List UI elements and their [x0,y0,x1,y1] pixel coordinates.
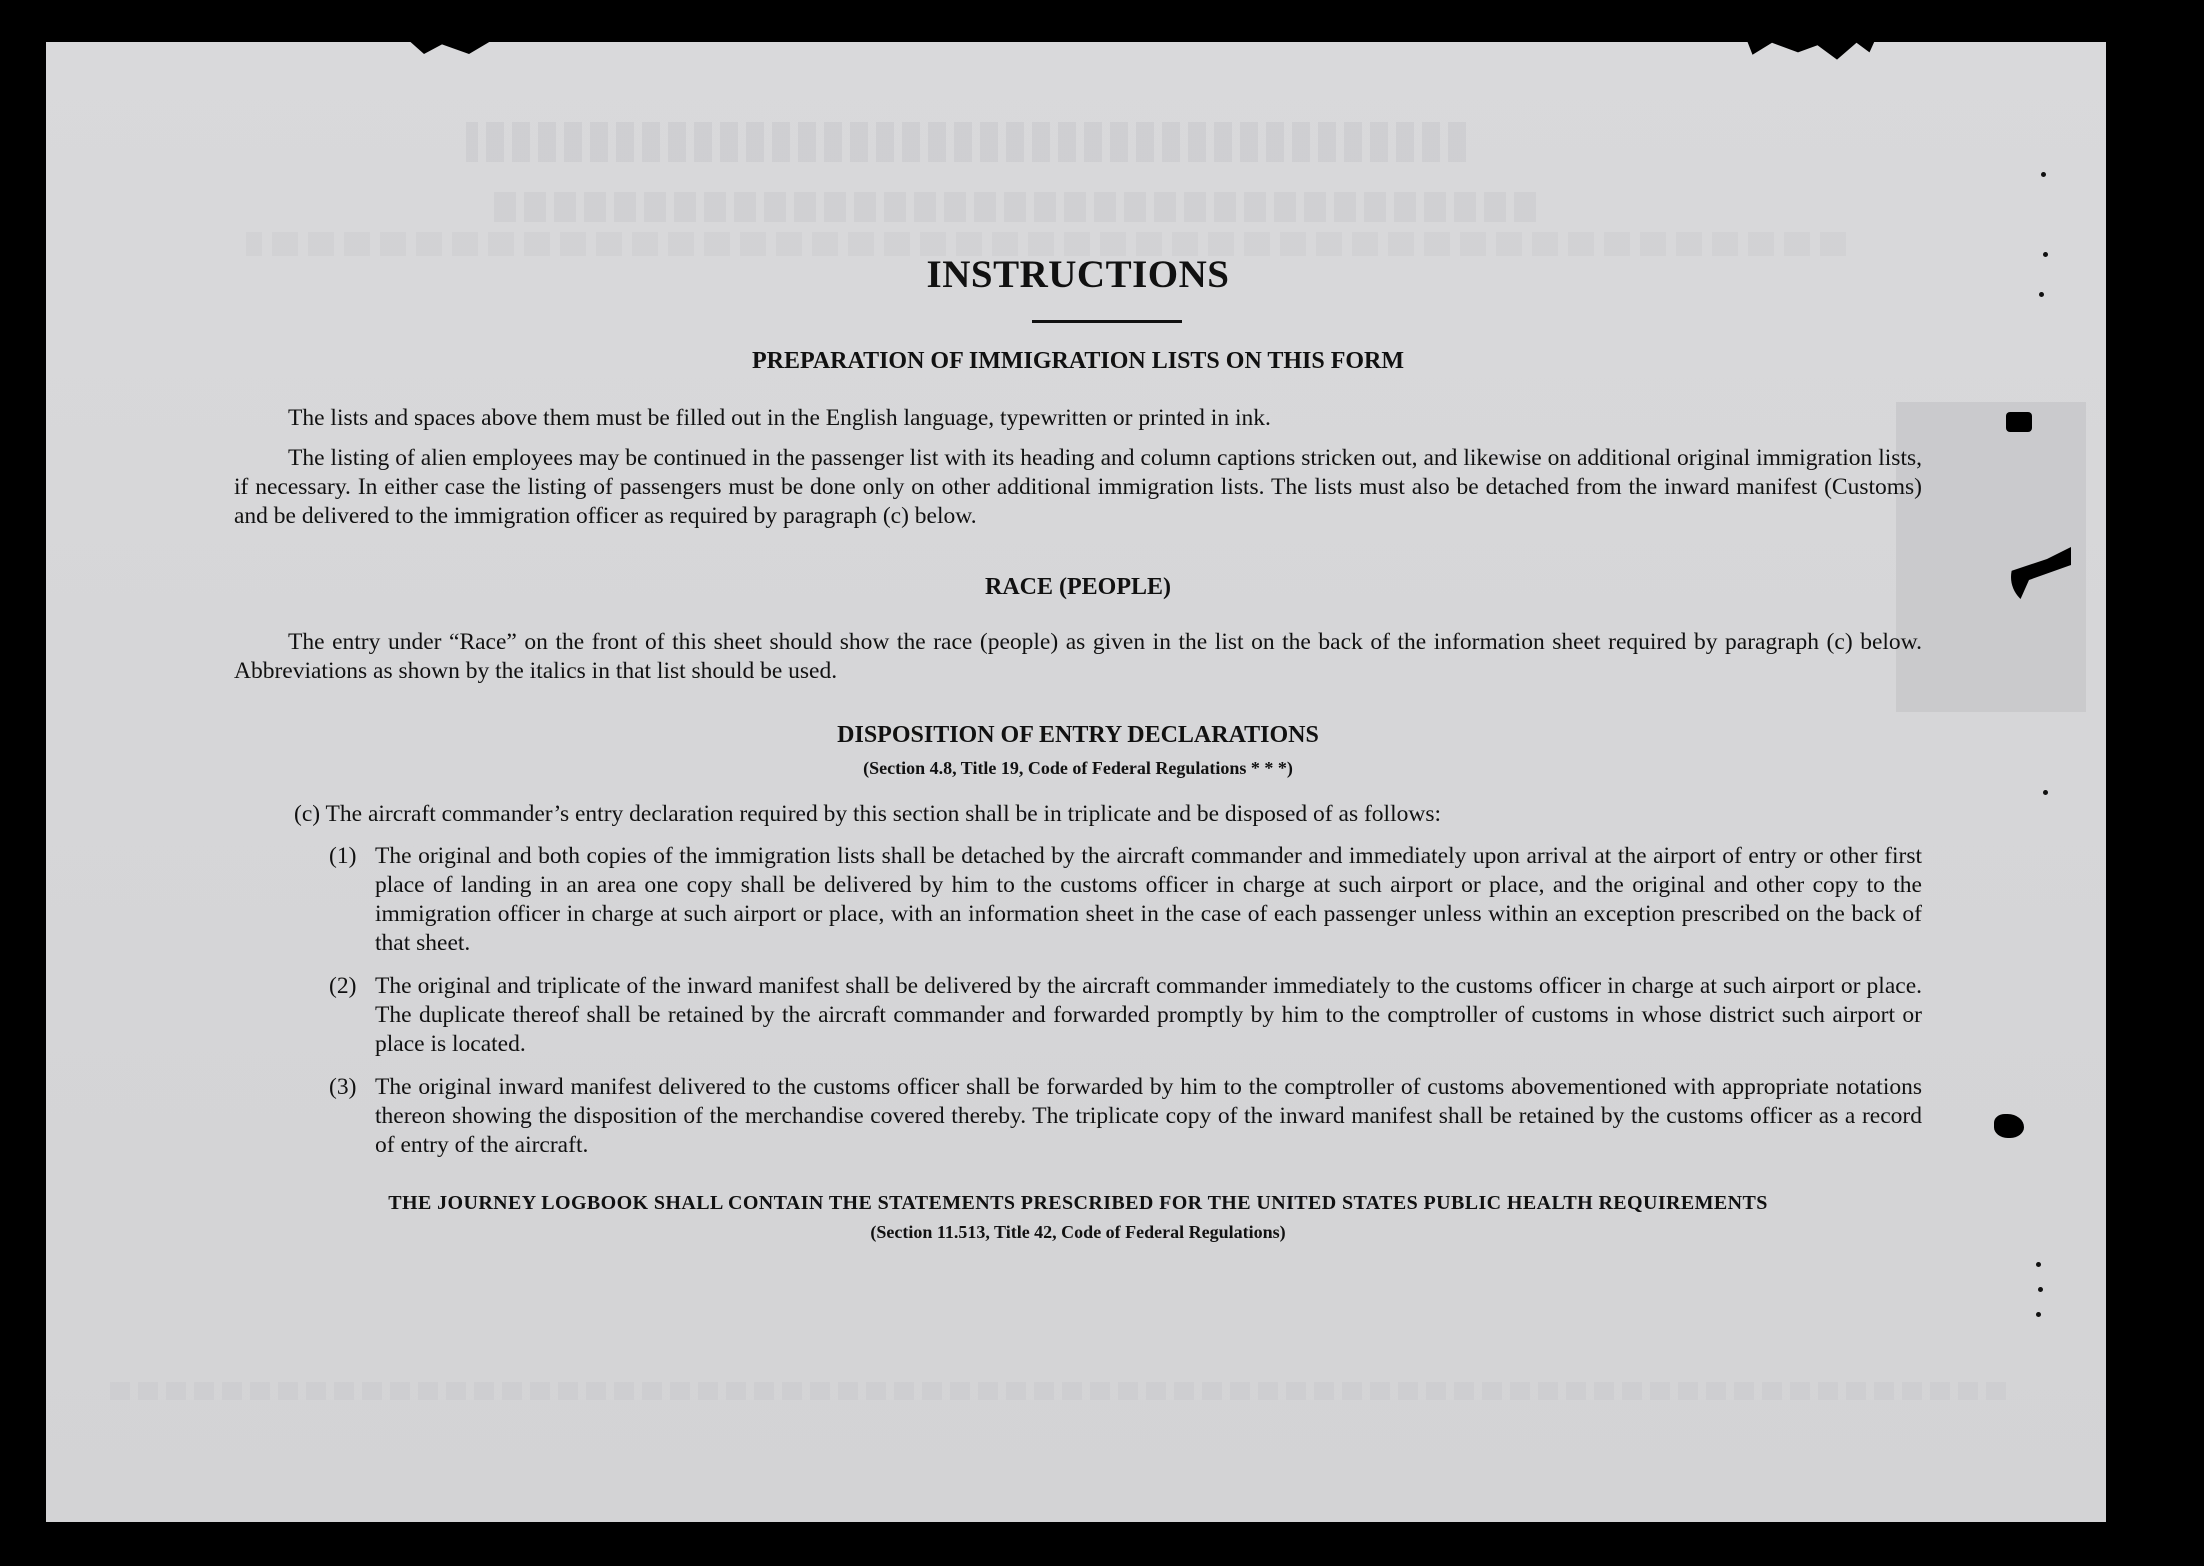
margin-speck [2036,1312,2041,1317]
page-title: INSTRUCTIONS [926,253,1230,296]
list-item-text: The original and both copies of the immigration lists shall be detached by the aircraft commander and immediately upon arrival at the airport of entry or other first place of landing in an area one copy shall be delivered by him to the customs officer in charge at such airport or place, and the original and other copy to the immigration officer in charge at such airport or place, with an information sheet in the case of each passenger unless within an exception prescribed on the back of that sheet. [375,843,1922,956]
public-health-citation: (Section 11.513, Title 42, Code of Federal Regulations) [870,1222,1286,1242]
margin-speck [2041,172,2046,177]
document-sheet [46,42,2106,1522]
disposition-intro: (c) The aircraft commander’s entry declaration required by this section shall be in triplicate and be disposed of as follows: [294,801,1441,827]
section-heading-race: RACE (PEOPLE) [985,574,1171,600]
ink-blot [2006,412,2032,432]
title-underline [1032,320,1182,323]
list-item-text: The original inward manifest delivered to the customs officer shall be forwarded by him to the comptroller of customs abovementioned with appropriate notations thereon showing the disposition of the merchandise covered thereby. The triplicate copy of the inward manifest shall be retained by the customs officer as a record of entry of the aircraft. [375,1074,1922,1158]
margin-speck [2039,292,2044,297]
list-item-number: (3) [329,1074,357,1100]
bleed-through-text [486,192,1536,222]
paragraph-race: The entry under “Race” on the front of this sheet should show the race (people) as given in the list on the back of the information sheet required by paragraph (c) below. Abbreviations as shown by the italics in that list should be used. [234,629,1922,684]
paper-tear [1746,38,1876,62]
margin-speck [2043,252,2048,257]
paper-tear [406,38,496,54]
list-item-number: (2) [329,973,357,999]
paragraph-alien-employees: The listing of alien employees may be continued in the passenger list with its heading and column captions stricken out, and likewise on additional original immigration lists, if necessary. In either case the listing of passengers must be done only on other additional immigration lists. The lists must also be detached from the inward manifest (Customs) and be delivered to the immigration officer as required by paragraph (c) below. [234,445,1922,529]
ink-blot [1994,1114,2024,1138]
margin-speck [2043,790,2048,795]
disposition-citation: (Section 4.8, Title 19, Code of Federal Regulations * * *) [863,758,1293,778]
list-item-number: (1) [329,843,357,869]
list-item-text: The original and triplicate of the inward manifest shall be delivered by the aircraft commander immediately to the customs officer in charge at such airport or place. The duplicate thereof shall be retained by the aircraft commander and forwarded promptly by him to the comptroller of customs in whose district such airport or place is located. [375,973,1922,1057]
list-item [329,972,1922,1059]
section-heading-disposition: DISPOSITION OF ENTRY DECLARATIONS [837,722,1319,748]
list-item [329,842,1922,958]
margin-speck [2036,1262,2041,1267]
bleed-through-text [466,122,1466,162]
section-heading-preparation: PREPARATION OF IMMIGRATION LISTS ON THIS FORM [751,348,1405,374]
list-item [329,1073,1922,1160]
margin-speck [2038,1287,2043,1292]
bleed-through-text [106,1382,2006,1400]
paragraph-language: The lists and spaces above them must be filled out in the English language, typewritten or printed in ink. [288,405,1271,431]
public-health-notice: THE JOURNEY LOGBOOK SHALL CONTAIN THE STATEMENTS PRESCRIBED FOR THE UNITED STATES PUBLIC HEALTH REQUIREMENTS [388,1192,1768,1214]
